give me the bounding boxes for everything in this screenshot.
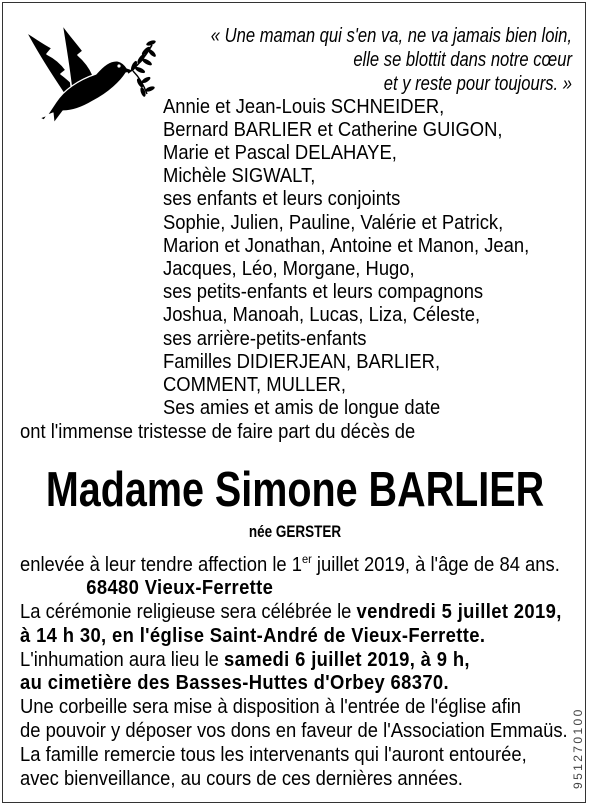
- family-line: Sophie, Julien, Pauline, Valérie et Patrick,: [163, 211, 504, 234]
- epigraph-quote: [182, 24, 572, 96]
- deceased-name: Madame Simone BARLIER: [45, 462, 545, 518]
- thanks-line: La famille remercie tous les intervenants qui l'auront entourée,: [20, 743, 527, 766]
- donation-line: de pouvoir y déposer vos dons en faveur de l'Association Emmaüs.: [20, 720, 568, 743]
- family-line: Joshua, Manoah, Lucas, Liza, Céleste,: [163, 304, 481, 327]
- location: 68480 Vieux-Ferrette: [86, 577, 274, 600]
- burial-date: samedi 6 juillet 2019, à 9 h,: [224, 648, 470, 671]
- family-line: Annie et Jean-Louis SCHNEIDER,: [163, 95, 445, 118]
- family-line: Ses amies et amis de longue date: [163, 397, 441, 420]
- maiden-name: née GERSTER: [248, 522, 342, 541]
- family-line: Jacques, Léo, Morgane, Hugo,: [163, 258, 415, 281]
- dove-with-olive-branch-icon: [0, 0, 160, 130]
- donation-line: Une corbeille sera mise à disposition à l'entrée de l'église afin: [20, 696, 522, 719]
- burial-place-line: [20, 672, 572, 696]
- quote-line: elle se blottit dans notre cœur: [353, 49, 572, 72]
- ceremony-time-place: à 14 h 30, en l'église Saint-André de Vieux-Ferrette.: [20, 624, 486, 647]
- reference-number: 951270100: [571, 707, 585, 789]
- quote-line: « Une maman qui s'en va, ne va jamais bien loin,: [210, 25, 572, 48]
- family-line: ses arrière-petits-enfants: [163, 327, 367, 350]
- olive-branch: [128, 39, 157, 97]
- burial-intro: L'inhumation aura lieu le: [20, 648, 225, 671]
- quote-line: et y reste pour toujours. »: [383, 73, 572, 96]
- dove-eye: [117, 64, 120, 67]
- family-line: Marion et Jonathan, Antoine et Manon, Jean,: [163, 234, 530, 257]
- ceremony-date: vendredi 5 juillet 2019,: [356, 601, 562, 624]
- passing-text-end: juillet 2019, à l'âge de 84 ans.: [311, 553, 560, 576]
- passing-line: [20, 551, 572, 578]
- notice-body: [20, 551, 572, 792]
- family-line: Marie et Pascal DELAHAYE,: [163, 142, 397, 164]
- ceremony-line: [20, 601, 572, 625]
- thanks-line: avec bienveillance, au cours de ces dernières années.: [20, 767, 463, 790]
- family-line: ses petits-enfants et leurs compagnons: [163, 281, 484, 304]
- family-line: Bernard BARLIER et Catherine GUIGON,: [163, 118, 503, 141]
- location-line: [20, 577, 572, 601]
- family-line: COMMENT, MULLER,: [163, 374, 346, 397]
- family-line: ses enfants et leurs conjoints: [163, 188, 401, 211]
- family-line: Michèle SIGWALT,: [163, 165, 316, 188]
- burial-place: au cimetière des Basses-Huttes d'Orbey 68370.: [20, 672, 450, 695]
- ceremony-intro: La cérémonie religieuse sera célébrée le: [20, 601, 357, 624]
- announcement-line: ont l'immense tristesse de faire part du décès de: [20, 420, 416, 443]
- ceremony-details-line: [20, 625, 572, 649]
- passing-text: enlevée à leur tendre affection le 1: [20, 553, 302, 576]
- ordinal-suffix: er: [301, 551, 312, 566]
- family-list: [163, 96, 540, 421]
- burial-line: [20, 649, 572, 673]
- family-line: Familles DIDIERJEAN, BARLIER,: [163, 350, 441, 373]
